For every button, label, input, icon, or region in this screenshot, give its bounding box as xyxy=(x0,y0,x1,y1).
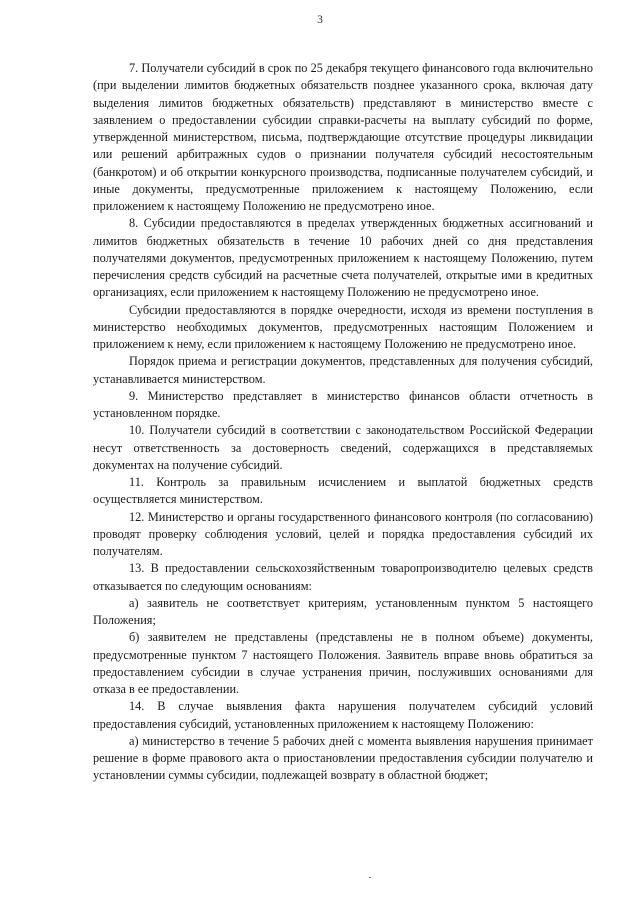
scan-speck xyxy=(369,877,371,878)
paragraph-8: 8. Субсидии предоставляются в пределах утвержденных бюджетных ассигнований и лимитов бюджетных обязательств в течение 10 рабочих дней со дня представления получателями документов, предусмотренных приложением к настоящему Положению, путем перечисления средств субсидий на расчетные счета получателей, открытые ими в кредитных организациях, если приложением к настоящему Положению не предусмотрено иное. xyxy=(93,216,593,300)
paragraph-8-procedure: Порядок приема и регистрации документов, представленных для получения субсидий, устанавливается министерством. xyxy=(93,354,593,386)
paragraph-12: 12. Министерство и органы государственного финансового контроля (по согласованию) проводят проверку соблюдения условий, целей и порядка предоставления субсидий их получателям. xyxy=(93,509,593,558)
paragraph-11: 11. Контроль за правильным исчислением и выплатой бюджетных средств осуществляется министерством. xyxy=(93,475,593,507)
paragraph-13-b: б) заявителем не представлены (представлены не в полном объеме) документы, предусмотренные пунктом 7 настоящего Положения. Заявитель вправе вновь обратиться за предоставлением субсидии в случае устранения причин, послуживших основаниями для отказа в ее предоставлении. xyxy=(93,630,593,696)
page-number: 3 xyxy=(317,14,323,26)
paragraph-14-a: а) министерство в течение 5 рабочих дней с момента выявления нарушения принимает решение в форме правового акта о приостановлении предоставления субсидии получателю и установлении суммы субсидии, подлежащей возврату в областной бюджет; xyxy=(93,733,593,783)
paragraph-14: 14. В случае выявления факта нарушения получателем субсидий условий предоставления субсидий, установленных приложением к настоящему Положению: xyxy=(93,699,593,731)
paragraph-10: 10. Получатели субсидий в соответствии с законодательством Российской Федерации несут ответственность за достоверность сведений, содержащихся в представляемых документах на получение субсидий. xyxy=(93,423,593,472)
paragraph-7: 7. Получатели субсидий в срок по 25 декабря текущего финансового года включительно (при выделении лимитов бюджетных обязательств позднее указанного срока, включая дату выделения лимитов бюджетных обязательств) представляют в министерство вместе с заявлением о предоставлении субсидии справки-расчеты на выплату субсидий по форме, утвержденной министерством, письма, подтверждающие отсутствие процедуры ликвидации или решений арбитражных судов о признании получателя субсидий несостоятельным (банкротом) и об открытии конкурсного производства, подписанные получателем субсидий, и иные документы, предусмотренные приложением к настоящему Положению, если приложением к настоящему Положению не предусмотрено иное. xyxy=(93,61,593,213)
paragraph-9: 9. Министерство представляет в министерство финансов области отчетность в установленном порядке. xyxy=(93,388,593,420)
paragraph-13: 13. В предоставлении сельскохозяйственным товаропроизводителю целевых средств отказывается по следующим основаниям: xyxy=(93,561,593,593)
paragraph-13-a: а) заявитель не соответствует критериям, установленным пунктом 5 настоящего Положения; xyxy=(93,595,593,627)
document-body xyxy=(93,60,593,785)
paragraph-8-queue: Субсидии предоставляются в порядке очередности, исходя из времени поступления в министерство необходимых документов, предусмотренных настоящим Положением и приложением к нему, если приложением к настоящему Положению не предусмотрено иное. xyxy=(93,302,593,351)
